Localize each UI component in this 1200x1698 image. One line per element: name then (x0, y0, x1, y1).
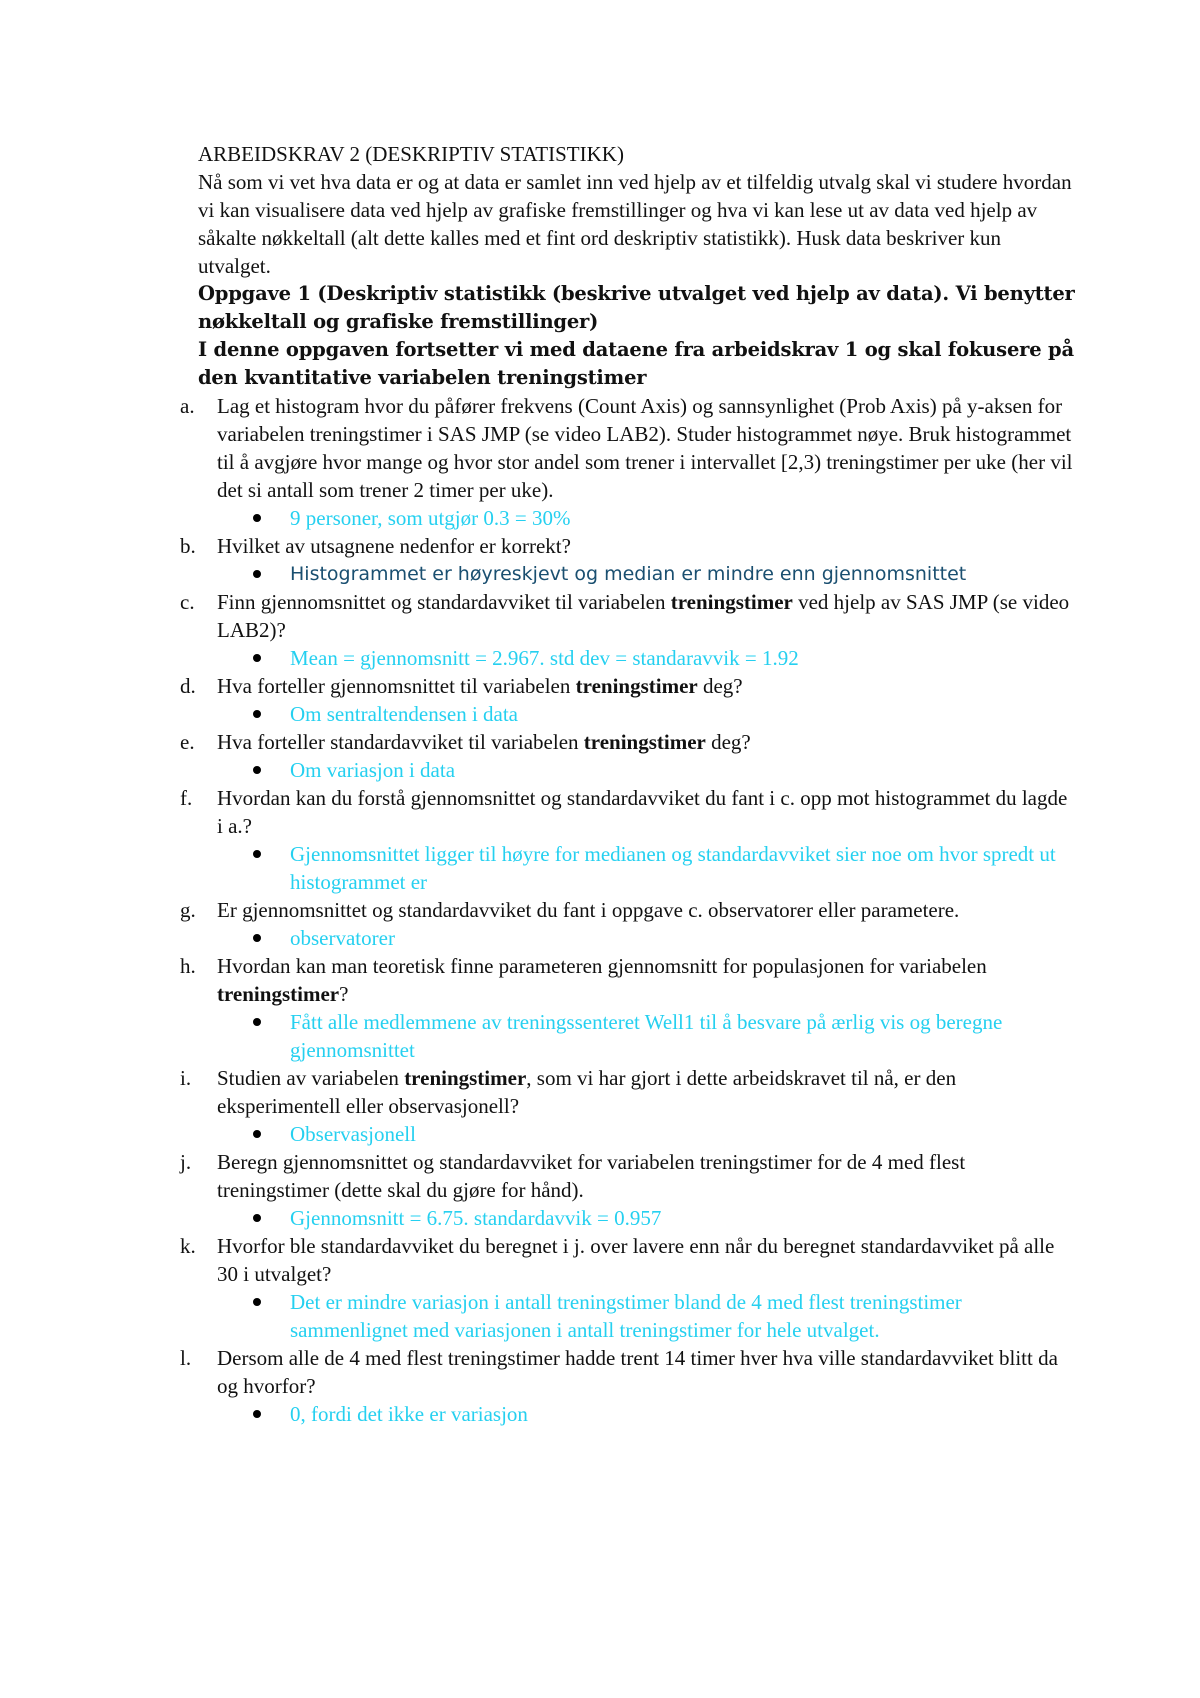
answer-text: 9 personer, som utgjør 0.3 = 30% (290, 506, 571, 530)
question-item (0, 784, 1200, 896)
question-letter: f. (180, 786, 193, 810)
bullet-icon (253, 1018, 261, 1026)
question-text-bold: treningstimer (575, 674, 698, 698)
document-title: ARBEIDSKRAV 2 (DESKRIPTIV STATISTIKK) (198, 142, 624, 166)
question-item (0, 588, 1200, 672)
question-text-bold: treningstimer (217, 982, 340, 1006)
answer (0, 1288, 1060, 1344)
question (0, 728, 1077, 756)
bullet-icon (253, 654, 261, 662)
answer (0, 756, 1060, 784)
question-letter: a. (180, 394, 195, 418)
question-text-part: Hva forteller gjennomsnittet til variabelen (217, 674, 576, 698)
question-letter: d. (180, 674, 196, 698)
document-content (0, 140, 1200, 1428)
question-text-part: ved hjelp av SAS JMP (se video LAB2)? (217, 590, 1070, 642)
question-text-part: deg? (705, 730, 751, 754)
answer (0, 560, 1060, 588)
question-text (217, 1346, 1058, 1398)
answer-text: Histogrammet er høyreskjevt og median er mindre enn gjennomsnittet (290, 563, 967, 585)
answer (0, 924, 1060, 952)
question-item (0, 896, 1200, 952)
bullet-icon (253, 570, 261, 578)
answer (0, 1204, 1060, 1232)
question-text (217, 674, 743, 698)
question (0, 1148, 1077, 1204)
answer (0, 1008, 1060, 1064)
question-letter: l. (180, 1346, 192, 1370)
question-text-part: Lag et histogram hvor du påfører frekvens (Count Axis) og sannsynlighet (Prob Axis) på y-aksen for variabelen treningstimer i SAS JMP (se video LAB2). Studer histogrammet nøye. Bruk histogrammet til å avgjøre hvor mange og hvor stor andel som trener i intervallet [2,3) treningstimer per uke (her vil det si antall som trener 2 timer per uke). (217, 394, 1073, 502)
question-text-part: Er gjennomsnittet og standardavviket du fant i oppgave c. observatorer eller parametere. (217, 898, 960, 922)
question-text (217, 394, 1072, 502)
question-item (0, 1344, 1200, 1428)
question-text-bold: treningstimer (404, 1066, 527, 1090)
question-text-bold: treningstimer (583, 730, 706, 754)
answer-text: Observasjonell (290, 1122, 416, 1146)
question (0, 392, 1077, 504)
answer-text: Om variasjon i data (290, 758, 456, 782)
question-letter: j. (180, 1150, 192, 1174)
answer-text: Mean = gjennomsnitt = 2.967. std dev = standaravvik = 1.92 (290, 646, 799, 670)
answer-text: Det er mindre variasjon i antall treningstimer bland de 4 med flest treningstimer sammenlignet med variasjonen i antall treningstimer for hele utvalget. (290, 1290, 962, 1342)
question-text (217, 590, 1069, 642)
question-text-part: Hva forteller standardavviket til variabelen (217, 730, 584, 754)
bullet-icon (253, 1410, 261, 1418)
answer (0, 644, 1060, 672)
question-text-part: Finn gjennomsnittet og standardavviket til variabelen (217, 590, 671, 614)
bullet-icon (253, 1130, 261, 1138)
intro-paragraph: Nå som vi vet hva data er og at data er samlet inn ved hjelp av et tilfeldig utvalg skal vi studere hvordan vi kan visualisere data ved hjelp av grafiske fremstillinger og hva vi kan lese ut av data ved hjelp av såkalte nøkkeltall (alt dette kalles med et fint ord deskriptiv statistikk). Husk data beskriver kun utvalget. (198, 170, 1072, 278)
question-text-part: Beregn gjennomsnittet og standardavviket for variabelen treningstimer for de 4 med flest treningstimer (dette skal du gjøre for hånd). (217, 1150, 966, 1202)
question-letter: h. (180, 954, 196, 978)
question-text (217, 1066, 956, 1118)
question-text-part: deg? (697, 674, 743, 698)
answer-text: Fått alle medlemmene av treningssenteret Well1 til å besvare på ærlig vis og beregne gjennomsnittet (290, 1010, 1003, 1062)
bullet-icon (253, 934, 261, 942)
answer-text: Om sentraltendensen i data (290, 702, 519, 726)
question-text (217, 534, 571, 558)
question-text (217, 898, 959, 922)
answer (0, 1400, 1060, 1428)
answer (0, 700, 1060, 728)
question (0, 1064, 1077, 1120)
answer (0, 1120, 1060, 1148)
question-text-part: Hvilket av utsagnene nedenfor er korrekt? (217, 534, 571, 558)
question-text (217, 1234, 1054, 1286)
answer-text: Gjennomsnitt = 6.75. standardavvik = 0.957 (290, 1206, 662, 1230)
question-text-part: Hvordan kan du forstå gjennomsnittet og standardavviket du fant i c. opp mot histogrammet du lagde i a.? (217, 786, 1068, 838)
question-letter: g. (180, 898, 196, 922)
question-letter: b. (180, 534, 196, 558)
bullet-icon (253, 514, 261, 522)
question-letter: e. (180, 730, 195, 754)
question (0, 588, 1077, 644)
answer (0, 840, 1060, 896)
question-item (0, 952, 1200, 1064)
answer-text: observatorer (290, 926, 395, 950)
question (0, 896, 1077, 924)
question-text (217, 1150, 965, 1202)
task-intro: I denne oppgaven fortsetter vi med dataene fra arbeidskrav 1 og skal fokusere på den kvantitative variabelen treningstimer (198, 338, 1074, 389)
bullet-icon (253, 850, 261, 858)
question (0, 532, 1077, 560)
question-text-part: Hvordan kan man teoretisk finne parameteren gjennomsnitt for populasjonen for variabelen (217, 954, 987, 978)
question-item (0, 672, 1200, 728)
question (0, 672, 1077, 700)
bullet-icon (253, 710, 261, 718)
question-text (217, 730, 751, 754)
question-text-bold: treningstimer (670, 590, 793, 614)
question-text-part: Studien av variabelen (217, 1066, 405, 1090)
task-heading: Oppgave 1 (Deskriptiv statistikk (beskrive utvalget ved hjelp av data). Vi benytter nøkkeltall og grafiske fremstillinger) (198, 282, 1075, 333)
bullet-icon (253, 766, 261, 774)
question (0, 1232, 1077, 1288)
question-letter: k. (180, 1234, 196, 1258)
question (0, 952, 1077, 1008)
question-list (0, 392, 1200, 1428)
question-text (217, 954, 987, 1006)
answer-text: 0, fordi det ikke er variasjon (290, 1402, 528, 1426)
question-text (217, 786, 1067, 838)
question-text-part: , som vi har gjort i dette arbeidskravet til nå, er den eksperimentell eller observasjonell? (217, 1066, 957, 1118)
question-letter: i. (180, 1066, 192, 1090)
question-item (0, 1148, 1200, 1232)
answer (0, 504, 1060, 532)
question-item (0, 1064, 1200, 1148)
answer-text: Gjennomsnittet ligger til høyre for medianen og standardavviket sier noe om hvor spredt ut histogrammet er (290, 842, 1056, 894)
bullet-icon (253, 1214, 261, 1222)
question-item (0, 728, 1200, 784)
question (0, 784, 1077, 840)
question-text-part: ? (339, 982, 349, 1006)
question-text-part: Dersom alle de 4 med flest treningstimer hadde trent 14 timer hver hva ville standardavviket blitt da og hvorfor? (217, 1346, 1058, 1398)
question-text-part: Hvorfor ble standardavviket du beregnet i j. over lavere enn når du beregnet standardavviket på alle 30 i utvalget? (217, 1234, 1055, 1286)
question (0, 1344, 1077, 1400)
question-letter: c. (180, 590, 195, 614)
question-item (0, 1232, 1200, 1344)
question-item (0, 532, 1200, 588)
bullet-icon (253, 1298, 261, 1306)
question-item (0, 392, 1200, 532)
